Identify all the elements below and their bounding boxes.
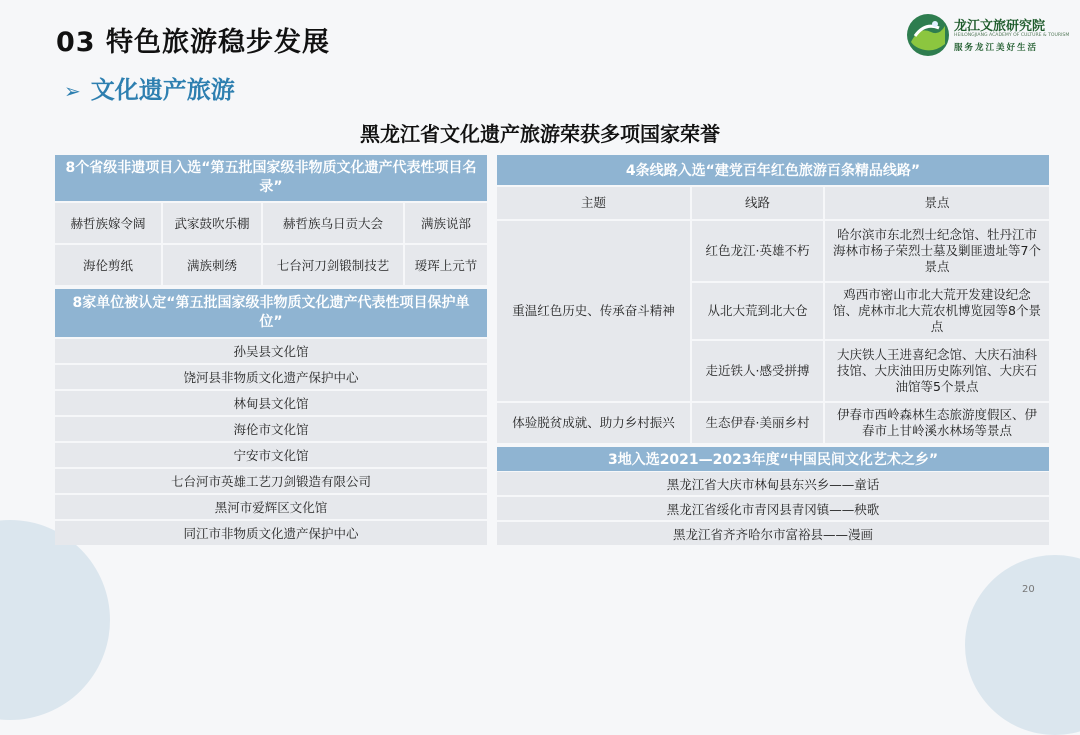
route-cell: 生态伊春·美丽乡村 [692, 403, 823, 443]
project-cell: 武家鼓吹乐棚 [163, 203, 261, 243]
spots-cell: 大庆铁人王进喜纪念馆、大庆石油科技馆、大庆油田历史陈列馆、大庆石油馆等5个景点 [825, 341, 1049, 401]
project-cell: 赫哲族嫁令阔 [55, 203, 161, 243]
institute-logo [905, 12, 1070, 58]
project-cell: 赫哲族乌日贡大会 [263, 203, 403, 243]
project-cell: 满族说部 [405, 203, 487, 243]
logo-slogan: 服务龙江美好生活 [954, 43, 1039, 53]
folk-art-towns-list [497, 472, 1049, 547]
subtitle-text: 文化遗产旅游 [90, 76, 235, 104]
red-tourism-routes-header: 4条线路入选“建党百年红色旅游百条精品线路” [497, 155, 1049, 185]
column-header-spots: 景点 [825, 187, 1049, 219]
route-cell: 红色龙江·英雄不朽 [692, 221, 823, 281]
list-item: 林甸县文化馆 [55, 391, 487, 415]
theme-cell: 重温红色历史、传承奋斗精神 [497, 221, 690, 401]
project-cell: 瑷珲上元节 [405, 245, 487, 285]
logo-name: 龙江文旅研究院 [954, 19, 1046, 34]
red-tourism-routes-table [497, 187, 1049, 443]
list-item: 海伦市文化馆 [55, 417, 487, 441]
protection-units-header: 8家单位被认定“第五批国家级非物质文化遗产代表性项目保护单位” [55, 289, 487, 337]
list-item: 宁安市文化馆 [55, 443, 487, 467]
list-item: 饶河县非物质文化遗产保护中心 [55, 365, 487, 389]
list-item: 黑龙江省大庆市林甸县东兴乡——童话 [497, 472, 1049, 495]
list-item: 孙吴县文化馆 [55, 339, 487, 363]
intangible-heritage-projects-header: 8个省级非遗项目入选“第五批国家级非物质文化遗产代表性项目名录” [55, 155, 487, 201]
list-item: 同江市非物质文化遗产保护中心 [55, 521, 487, 545]
section-subtitle [64, 70, 235, 105]
logo-emblem-icon [905, 12, 951, 58]
project-cell: 七台河刀剑锻制技艺 [263, 245, 403, 285]
route-cell: 从北大荒到北大仓 [692, 283, 823, 339]
intangible-heritage-projects-grid [55, 203, 487, 285]
decorative-circle-bottom-left [0, 520, 110, 720]
main-heading: 黑龙江省文化遗产旅游荣获多项国家荣誉 [360, 122, 720, 146]
spots-cell: 鸡西市密山市北大荒开发建设纪念馆、虎林市北大荒农机博览园等8个景点 [825, 283, 1049, 339]
slide-title: 03 特色旅游稳步发展 [56, 27, 330, 58]
list-item: 七台河市英雄工艺刀剑锻造有限公司 [55, 469, 487, 493]
folk-art-towns-header: 3地入选2021—2023年度“中国民间文化艺术之乡” [497, 447, 1049, 471]
route-cell: 走近铁人·感受拼搏 [692, 341, 823, 401]
project-cell: 海伦剪纸 [55, 245, 161, 285]
column-header-theme: 主题 [497, 187, 690, 219]
list-item: 黑龙江省齐齐哈尔市富裕县——漫画 [497, 522, 1049, 545]
arrow-bullet-icon: ➢ [64, 79, 81, 103]
list-item: 黑龙江省绥化市青冈县青冈镇——秧歌 [497, 497, 1049, 520]
logo-english: HEILONGJIANG ACADEMY OF CULTURE & TOURISM [954, 33, 1070, 38]
spots-cell: 伊春市西岭森林生态旅游度假区、伊春市上甘岭溪水林场等景点 [825, 403, 1049, 443]
decorative-circle-bottom-right [965, 555, 1080, 735]
theme-cell: 体验脱贫成就、助力乡村振兴 [497, 403, 690, 443]
spots-cell: 哈尔滨市东北烈士纪念馆、牡丹江市海林市杨子荣烈士墓及剿匪遗址等7个景点 [825, 221, 1049, 281]
protection-units-list [55, 339, 487, 547]
page-number: 20 [1022, 584, 1035, 595]
project-cell: 满族刺绣 [163, 245, 261, 285]
list-item: 黑河市爱辉区文化馆 [55, 495, 487, 519]
column-header-route: 线路 [692, 187, 823, 219]
